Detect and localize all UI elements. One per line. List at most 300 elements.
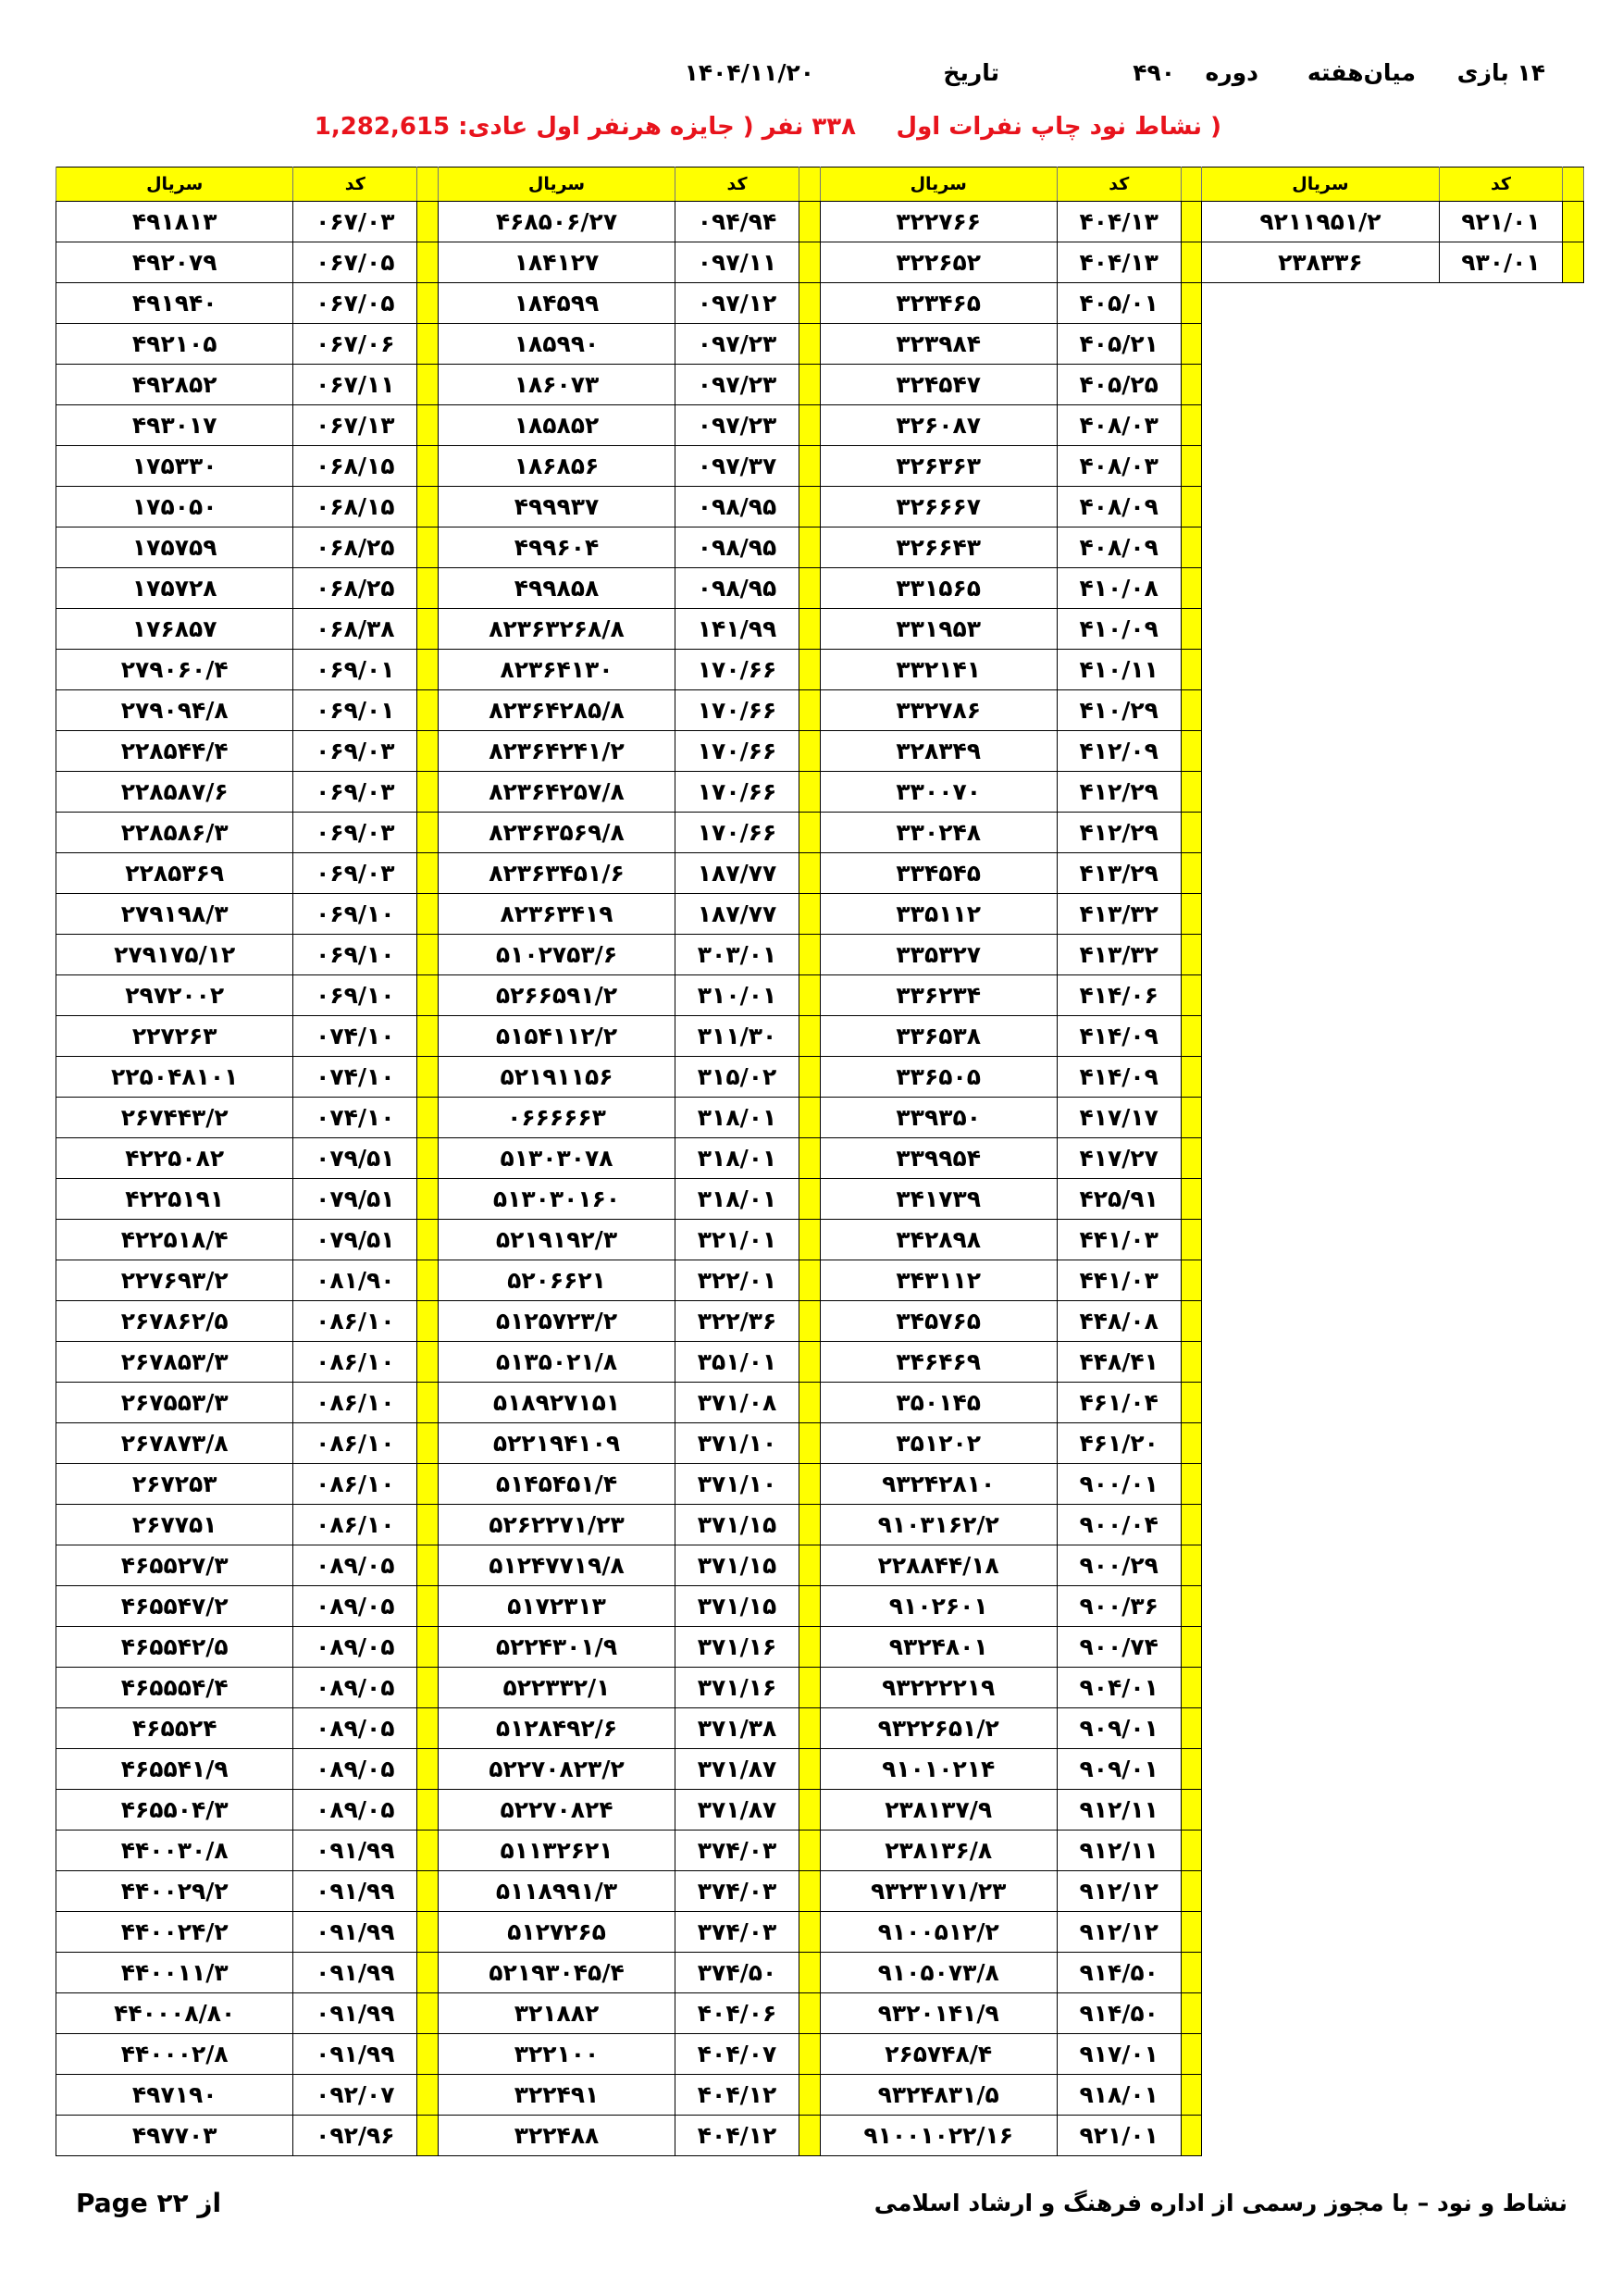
code-cell: ۰۹۱/۹۹	[293, 1912, 417, 1953]
serial-cell: ۲۷۹۰۹۴/۸	[56, 690, 293, 731]
table-row	[56, 1220, 1584, 1260]
serial-cell: ۳۳۹۳۵۰	[820, 1098, 1057, 1138]
serial-header: سریال	[820, 168, 1057, 202]
code-cell: ۰۸۹/۰۵	[293, 1627, 417, 1668]
table-row	[56, 1301, 1584, 1342]
code-cell: ۹۱۷/۰۱	[1057, 2034, 1181, 2075]
row-gutter	[1181, 242, 1202, 283]
row-gutter	[799, 1708, 820, 1749]
table-row	[56, 1545, 1584, 1586]
table-row	[56, 690, 1584, 731]
serial-cell: ۳۲۳۴۶۵	[820, 283, 1057, 324]
row-gutter	[417, 1098, 439, 1138]
code-cell: ۹۱۴/۵۰	[1057, 1953, 1181, 1993]
row-gutter	[1181, 2034, 1202, 2075]
row-gutter	[1181, 1505, 1202, 1545]
code-cell: ۴۰۵/۲۱	[1057, 324, 1181, 365]
code-cell: ۴۰۴/۰۶	[675, 1993, 799, 2034]
row-gutter	[1181, 2075, 1202, 2116]
code-cell: ۴۱۴/۰۶	[1057, 975, 1181, 1016]
row-gutter	[417, 1179, 439, 1220]
row-gutter	[799, 1464, 820, 1505]
row-gutter	[1181, 1016, 1202, 1057]
code-cell: ۰۸۶/۱۰	[293, 1342, 417, 1383]
code-cell	[1439, 1708, 1563, 1749]
row-gutter	[1563, 1423, 1584, 1464]
winners-count-prize: ۳۳۸ نفر ( جایزه هرنفر اول عادی: 1,282,615	[314, 113, 856, 141]
serial-cell: ۵۲۱۹۱۹۲/۳	[438, 1220, 675, 1260]
row-gutter	[1563, 975, 1584, 1016]
table-row	[56, 365, 1584, 405]
row-gutter	[417, 772, 439, 813]
row-gutter	[1563, 1138, 1584, 1179]
draw-date: ۱۴۰۴/۱۱/۲۰	[684, 59, 814, 86]
serial-cell: ۹۳۲۴۸۳۱/۵	[820, 2075, 1057, 2116]
row-gutter	[417, 487, 439, 527]
serial-cell: ۴۴۰۰۲۴/۲	[56, 1912, 293, 1953]
row-gutter	[799, 1586, 820, 1627]
table-row	[56, 935, 1584, 975]
serial-cell: ۳۲۳۹۸۴	[820, 324, 1057, 365]
row-gutter	[799, 1505, 820, 1545]
code-cell: ۰۶۹/۰۳	[293, 731, 417, 772]
serial-cell: ۳۳۵۱۱۲	[820, 894, 1057, 935]
serial-cell: ۲۲۸۵۸۷/۶	[56, 772, 293, 813]
code-cell: ۳۲۲/۳۶	[675, 1301, 799, 1342]
code-cell: ۹۳۰/۰۱	[1439, 242, 1563, 283]
serial-cell: ۵۲۶۲۲۷۱/۲۳	[438, 1505, 675, 1545]
winners-title: ( نشاط نود چاپ نفرات اول	[896, 113, 1221, 141]
serial-header: سریال	[56, 168, 293, 202]
game-type: میان‌هفته	[1307, 59, 1416, 86]
table-row	[56, 1057, 1584, 1098]
table-row	[56, 2075, 1584, 2116]
row-gutter	[1181, 405, 1202, 446]
row-gutter	[417, 1423, 439, 1464]
row-gutter	[1181, 365, 1202, 405]
row-gutter	[1181, 935, 1202, 975]
table-row	[56, 1871, 1584, 1912]
code-cell: ۰۸۹/۰۵	[293, 1708, 417, 1749]
serial-cell: ۱۸۵۹۹۰	[438, 324, 675, 365]
code-cell: ۴۰۴/۱۲	[675, 2116, 799, 2156]
row-gutter	[417, 1464, 439, 1505]
row-gutter	[417, 975, 439, 1016]
code-cell: ۴۴۱/۰۳	[1057, 1260, 1181, 1301]
code-cell: ۴۰۴/۰۷	[675, 2034, 799, 2075]
code-cell: ۰۷۴/۱۰	[293, 1098, 417, 1138]
row-gutter	[1181, 568, 1202, 609]
serial-cell: ۴۶۵۵۲۴	[56, 1708, 293, 1749]
row-gutter	[1181, 1138, 1202, 1179]
code-cell: ۰۹۲/۹۶	[293, 2116, 417, 2156]
code-cell: ۰۹۸/۹۵	[675, 568, 799, 609]
code-cell: ۴۰۸/۰۳	[1057, 446, 1181, 487]
serial-cell	[1202, 405, 1439, 446]
row-gutter	[799, 365, 820, 405]
code-cell: ۰۷۹/۵۱	[293, 1220, 417, 1260]
row-gutter	[799, 772, 820, 813]
code-cell	[1439, 1627, 1563, 1668]
period-label: دوره	[1205, 59, 1258, 86]
serial-cell: ۹۱۰۱۰۲۱۴	[820, 1749, 1057, 1790]
code-cell	[1439, 1912, 1563, 1953]
row-gutter	[799, 1790, 820, 1831]
table-row	[56, 1912, 1584, 1953]
row-gutter	[1181, 2116, 1202, 2156]
row-gutter	[1563, 1016, 1584, 1057]
serial-cell	[1202, 1708, 1439, 1749]
code-cell: ۰۶۹/۰۱	[293, 690, 417, 731]
code-cell	[1439, 1423, 1563, 1464]
row-gutter	[799, 283, 820, 324]
code-cell: ۴۴۸/۰۸	[1057, 1301, 1181, 1342]
row-gutter	[417, 1220, 439, 1260]
row-gutter	[1563, 1708, 1584, 1749]
serial-cell: ۱۸۵۸۵۲	[438, 405, 675, 446]
row-gutter	[417, 1260, 439, 1301]
table-row	[56, 1423, 1584, 1464]
serial-cell: ۴۴۰۰۳۰/۸	[56, 1831, 293, 1871]
row-gutter	[799, 1301, 820, 1342]
row-gutter	[417, 813, 439, 853]
serial-cell: ۹۱۰۰۵۱۲/۲	[820, 1912, 1057, 1953]
code-cell: ۰۹۱/۹۹	[293, 1993, 417, 2034]
serial-cell	[1202, 1138, 1439, 1179]
code-cell: ۰۶۹/۱۰	[293, 935, 417, 975]
serial-cell: ۸۲۳۶۴۲۴۱/۲	[438, 731, 675, 772]
code-cell: ۴۰۸/۰۹	[1057, 527, 1181, 568]
row-gutter	[799, 202, 820, 242]
code-cell: ۰۸۹/۰۵	[293, 1668, 417, 1708]
code-cell	[1439, 609, 1563, 650]
code-cell: ۰۸۶/۱۰	[293, 1505, 417, 1545]
table-row	[56, 894, 1584, 935]
code-cell: ۰۹۴/۹۴	[675, 202, 799, 242]
code-cell: ۹۰۰/۰۴	[1057, 1505, 1181, 1545]
table-row	[56, 527, 1584, 568]
serial-cell: ۲۶۷۸۵۳/۳	[56, 1342, 293, 1383]
serial-cell: ۹۳۲۲۶۵۱/۲	[820, 1708, 1057, 1749]
code-cell: ۰۶۹/۰۱	[293, 650, 417, 690]
serial-cell: ۳۲۲۴۸۸	[438, 2116, 675, 2156]
code-cell	[1439, 853, 1563, 894]
row-gutter	[417, 1790, 439, 1831]
code-cell	[1439, 446, 1563, 487]
row-gutter	[1563, 1260, 1584, 1301]
code-cell	[1439, 772, 1563, 813]
serial-cell: ۱۷۵۷۲۸	[56, 568, 293, 609]
row-gutter	[799, 609, 820, 650]
serial-cell: ۳۳۲۱۴۱	[820, 650, 1057, 690]
results-body	[56, 202, 1584, 2156]
row-gutter	[417, 1138, 439, 1179]
serial-cell: ۲۳۸۱۳۶/۸	[820, 1831, 1057, 1871]
row-gutter	[417, 1708, 439, 1749]
serial-cell: ۵۱۱۸۹۹۱/۳	[438, 1871, 675, 1912]
table-row	[56, 2116, 1584, 2156]
code-header: کد	[675, 168, 799, 202]
serial-cell: ۵۱۳۵۰۲۱/۸	[438, 1342, 675, 1383]
code-cell: ۳۷۱/۰۸	[675, 1383, 799, 1423]
serial-cell: ۵۲۶۶۵۹۱/۲	[438, 975, 675, 1016]
row-gutter	[1563, 731, 1584, 772]
table-row	[56, 975, 1584, 1016]
code-cell: ۴۱۲/۲۹	[1057, 813, 1181, 853]
serial-cell	[1202, 1301, 1439, 1342]
code-cell: ۴۱۲/۲۹	[1057, 772, 1181, 813]
table-row	[56, 650, 1584, 690]
row-gutter	[1563, 1912, 1584, 1953]
table-row	[56, 1342, 1584, 1383]
row-gutter	[1181, 1790, 1202, 1831]
serial-cell: ۲۶۷۸۷۳/۸	[56, 1423, 293, 1464]
serial-cell: ۵۱۱۳۲۶۲۱	[438, 1831, 675, 1871]
row-gutter	[417, 853, 439, 894]
serial-cell: ۲۶۷۷۵۱	[56, 1505, 293, 1545]
row-gutter	[417, 1301, 439, 1342]
row-gutter	[1563, 1098, 1584, 1138]
row-gutter	[1181, 650, 1202, 690]
gutter-header	[1181, 168, 1202, 202]
code-cell	[1439, 1260, 1563, 1301]
serial-header: سریال	[438, 168, 675, 202]
row-gutter	[417, 609, 439, 650]
code-cell: ۹۰۰/۲۹	[1057, 1545, 1181, 1586]
code-cell: ۹۱۲/۱۲	[1057, 1912, 1181, 1953]
code-cell: ۴۱۳/۲۹	[1057, 853, 1181, 894]
row-gutter	[799, 1668, 820, 1708]
serial-cell: ۹۳۲۰۱۴۱/۹	[820, 1993, 1057, 2034]
row-gutter	[1181, 446, 1202, 487]
serial-cell: ۵۱۳۰۳۰۷۸	[438, 1138, 675, 1179]
row-gutter	[417, 1749, 439, 1790]
row-gutter	[417, 894, 439, 935]
code-cell: ۹۲۱/۰۱	[1057, 2116, 1181, 2156]
code-cell: ۳۷۱/۳۸	[675, 1708, 799, 1749]
table-row	[56, 1260, 1584, 1301]
table-row	[56, 1993, 1584, 2034]
code-cell: ۴۱۳/۳۲	[1057, 935, 1181, 975]
code-cell: ۹۱۴/۵۰	[1057, 1993, 1181, 2034]
code-cell: ۰۷۹/۵۱	[293, 1179, 417, 1220]
row-gutter	[1181, 1098, 1202, 1138]
row-gutter	[799, 853, 820, 894]
row-gutter	[1563, 283, 1584, 324]
code-cell: ۴۰۵/۰۱	[1057, 283, 1181, 324]
serial-cell: ۴۹۹۹۳۷	[438, 487, 675, 527]
serial-cell: ۴۹۲۸۵۲	[56, 365, 293, 405]
code-cell: ۱۷۰/۶۶	[675, 650, 799, 690]
code-cell: ۹۰۰/۳۶	[1057, 1586, 1181, 1627]
code-cell: ۴۴۸/۴۱	[1057, 1342, 1181, 1383]
row-gutter	[1563, 1545, 1584, 1586]
serial-cell: ۳۳۲۷۸۶	[820, 690, 1057, 731]
row-gutter	[1563, 1953, 1584, 1993]
table-row	[56, 1138, 1584, 1179]
serial-cell: ۲۲۵۰۴۸۱۰۱	[56, 1057, 293, 1098]
serial-cell: ۵۲۲۷۰۸۲۴	[438, 1790, 675, 1831]
code-cell: ۳۱۸/۰۱	[675, 1138, 799, 1179]
row-gutter	[1563, 527, 1584, 568]
table-row	[56, 1464, 1584, 1505]
code-cell	[1439, 568, 1563, 609]
serial-cell: ۳۳۶۵۳۸	[820, 1016, 1057, 1057]
serial-cell: ۸۲۳۶۳۴۵۱/۶	[438, 853, 675, 894]
serial-cell: ۵۱۸۹۲۷۱۵۱	[438, 1383, 675, 1423]
code-cell	[1439, 1057, 1563, 1098]
row-gutter	[1563, 1505, 1584, 1545]
code-cell: ۳۵۱/۰۱	[675, 1342, 799, 1383]
serial-cell	[1202, 446, 1439, 487]
code-cell: ۴۱۳/۳۲	[1057, 894, 1181, 935]
serial-cell	[1202, 690, 1439, 731]
code-cell: ۹۰۴/۰۱	[1057, 1668, 1181, 1708]
row-gutter	[1563, 1790, 1584, 1831]
row-gutter	[799, 487, 820, 527]
serial-cell	[1202, 1464, 1439, 1505]
serial-cell: ۵۲۱۹۱۱۵۶	[438, 1057, 675, 1098]
row-gutter	[1563, 894, 1584, 935]
row-gutter	[1181, 527, 1202, 568]
code-cell: ۴۴۱/۰۳	[1057, 1220, 1181, 1260]
serial-cell: ۳۲۶۶۴۳	[820, 527, 1057, 568]
serial-cell: ۱۸۶۰۷۳	[438, 365, 675, 405]
row-gutter	[799, 1423, 820, 1464]
serial-cell	[1202, 527, 1439, 568]
row-gutter	[1181, 1953, 1202, 1993]
row-gutter	[417, 365, 439, 405]
serial-cell: ۳۵۰۱۴۵	[820, 1383, 1057, 1423]
row-gutter	[1563, 1586, 1584, 1627]
code-cell: ۳۰۳/۰۱	[675, 935, 799, 975]
code-cell: ۳۱۰/۰۱	[675, 975, 799, 1016]
row-gutter	[799, 242, 820, 283]
row-gutter	[417, 324, 439, 365]
code-header: کد	[1057, 168, 1181, 202]
serial-cell: ۹۱۰۳۱۶۲/۲	[820, 1505, 1057, 1545]
serial-cell: ۵۱۰۲۷۵۳/۶	[438, 935, 675, 975]
row-gutter	[1563, 1057, 1584, 1098]
serial-cell: ۲۲۷۶۹۳/۲	[56, 1260, 293, 1301]
code-cell: ۱۴۱/۹۹	[675, 609, 799, 650]
results-table	[56, 167, 1584, 2156]
row-gutter	[799, 2075, 820, 2116]
row-gutter	[1563, 772, 1584, 813]
table-row	[56, 1179, 1584, 1220]
serial-cell: ۴۴۰۰۱۱/۳	[56, 1953, 293, 1993]
serial-cell: ۴۹۷۱۹۰	[56, 2075, 293, 2116]
code-cell: ۴۰۵/۲۵	[1057, 365, 1181, 405]
code-cell	[1439, 1749, 1563, 1790]
code-cell: ۰۸۹/۰۵	[293, 1790, 417, 1831]
row-gutter	[1181, 772, 1202, 813]
serial-cell: ۲۶۷۲۵۳	[56, 1464, 293, 1505]
serial-cell	[1202, 772, 1439, 813]
row-gutter	[799, 1098, 820, 1138]
row-gutter	[1181, 731, 1202, 772]
code-cell: ۳۷۱/۱۰	[675, 1464, 799, 1505]
code-cell: ۱۷۰/۶۶	[675, 813, 799, 853]
row-gutter	[1563, 2034, 1584, 2075]
code-cell: ۰۶۹/۱۰	[293, 975, 417, 1016]
code-cell: ۴۰۴/۱۳	[1057, 202, 1181, 242]
serial-cell: ۲۲۸۸۴۴/۱۸	[820, 1545, 1057, 1586]
serial-cell	[1202, 1871, 1439, 1912]
date-label: تاریخ	[943, 59, 999, 86]
serial-cell: ۴۶۵۵۰۴/۳	[56, 1790, 293, 1831]
serial-cell: ۵۱۷۲۳۱۳	[438, 1586, 675, 1627]
serial-cell	[1202, 1953, 1439, 1993]
serial-cell	[1202, 1627, 1439, 1668]
serial-cell: ۱۷۵۳۳۰	[56, 446, 293, 487]
serial-cell: ۳۴۲۸۹۸	[820, 1220, 1057, 1260]
row-gutter	[799, 1993, 820, 2034]
row-gutter	[417, 1586, 439, 1627]
serial-cell	[1202, 1545, 1439, 1586]
row-gutter	[417, 1831, 439, 1871]
code-cell: ۰۹۸/۹۵	[675, 527, 799, 568]
row-gutter	[1181, 1708, 1202, 1749]
serial-cell	[1202, 1383, 1439, 1423]
serial-cell: ۳۲۲۴۹۱	[438, 2075, 675, 2116]
code-cell: ۰۹۷/۱۲	[675, 283, 799, 324]
row-gutter	[799, 1953, 820, 1993]
row-gutter	[1563, 365, 1584, 405]
serial-cell: ۸۲۳۶۳۴۱۹	[438, 894, 675, 935]
serial-cell: ۳۲۸۳۴۹	[820, 731, 1057, 772]
row-gutter	[1181, 1260, 1202, 1301]
row-gutter	[1181, 1423, 1202, 1464]
serial-cell: ۳۳۱۵۶۵	[820, 568, 1057, 609]
row-gutter	[1563, 242, 1584, 283]
serial-cell: ۲۲۸۵۴۴/۴	[56, 731, 293, 772]
serial-cell: ۲۳۸۱۳۷/۹	[820, 1790, 1057, 1831]
code-cell: ۰۸۶/۱۰	[293, 1301, 417, 1342]
serial-cell	[1202, 1586, 1439, 1627]
code-cell	[1439, 324, 1563, 365]
table-row	[56, 446, 1584, 487]
row-gutter	[1181, 283, 1202, 324]
row-gutter	[1563, 1627, 1584, 1668]
code-cell: ۹۰۰/۷۴	[1057, 1627, 1181, 1668]
serial-cell: ۲۲۷۲۶۳	[56, 1016, 293, 1057]
serial-cell: ۴۶۵۵۵۴/۴	[56, 1668, 293, 1708]
serial-cell: ۲۷۹۱۹۸/۳	[56, 894, 293, 935]
row-gutter	[1181, 609, 1202, 650]
serial-cell: ۱۸۶۸۵۶	[438, 446, 675, 487]
serial-cell: ۳۲۶۳۶۳	[820, 446, 1057, 487]
serial-cell: ۴۹۷۷۰۳	[56, 2116, 293, 2156]
row-gutter	[1181, 1749, 1202, 1790]
table-row	[56, 1831, 1584, 1871]
code-cell: ۹۱۲/۱۱	[1057, 1790, 1181, 1831]
code-cell: ۰۹۲/۰۷	[293, 2075, 417, 2116]
row-gutter	[1563, 1993, 1584, 2034]
serial-cell: ۵۱۴۵۴۵۱/۴	[438, 1464, 675, 1505]
table-row	[56, 568, 1584, 609]
serial-cell	[1202, 1790, 1439, 1831]
code-cell	[1439, 283, 1563, 324]
serial-cell	[1202, 1098, 1439, 1138]
code-cell: ۰۹۱/۹۹	[293, 1953, 417, 1993]
serial-cell: ۵۲۲۱۹۴۱۰۹	[438, 1423, 675, 1464]
serial-cell	[1202, 2034, 1439, 2075]
code-cell: ۱۸۷/۷۷	[675, 894, 799, 935]
code-cell: ۰۹۱/۹۹	[293, 1871, 417, 1912]
row-gutter	[417, 1953, 439, 1993]
code-cell: ۰۶۹/۰۳	[293, 853, 417, 894]
